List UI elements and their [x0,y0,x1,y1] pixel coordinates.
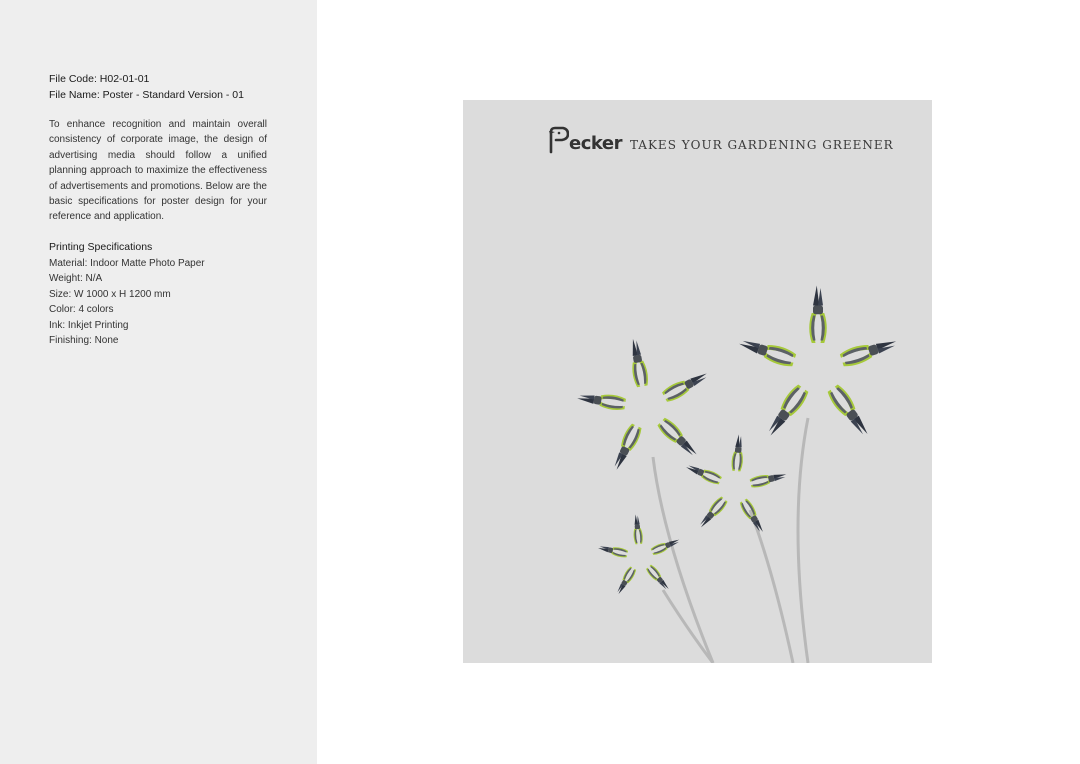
file-meta [49,71,244,103]
file-name: File Name: Poster - Standard Version - 01 [49,89,244,101]
stem-right [798,418,808,663]
file-code: File Code: H02-01-01 [49,73,150,85]
pruner-flowers-artwork [463,100,932,663]
poster-tagline: TAKES YOUR GARDENING GREENER [629,138,894,152]
flower-upper-left [576,337,710,472]
spec-material: Material: Indoor Matte Photo Paper [49,258,205,269]
specs-heading: Printing Specifications [49,241,153,253]
info-sidebar [0,0,317,764]
specs-list [49,256,205,348]
flower-small [597,514,681,596]
spec-size: Size: W 1000 x H 1200 mm [49,288,171,300]
poster-preview [463,100,932,663]
stem-middle [750,510,793,663]
intro-paragraph: To enhance recognition and maintain overall consistency of corporate image, the design of advertising media should follow a unified planning approach to maximize the effectiveness of advertisements and promotions. Below are the basic specifications for poster design for your reference and application. [49,119,267,223]
spec-color: Color: 4 colors [49,304,114,316]
spec-ink: Ink: Inkjet Printing [49,319,129,331]
spec-finishing: Finishing: None [49,335,119,347]
brand-wordmark: ecker [569,133,622,154]
spec-weight: Weight: N/A [49,273,103,285]
flower-middle [684,434,787,535]
stem-left [653,457,713,663]
flower-large [737,286,899,440]
